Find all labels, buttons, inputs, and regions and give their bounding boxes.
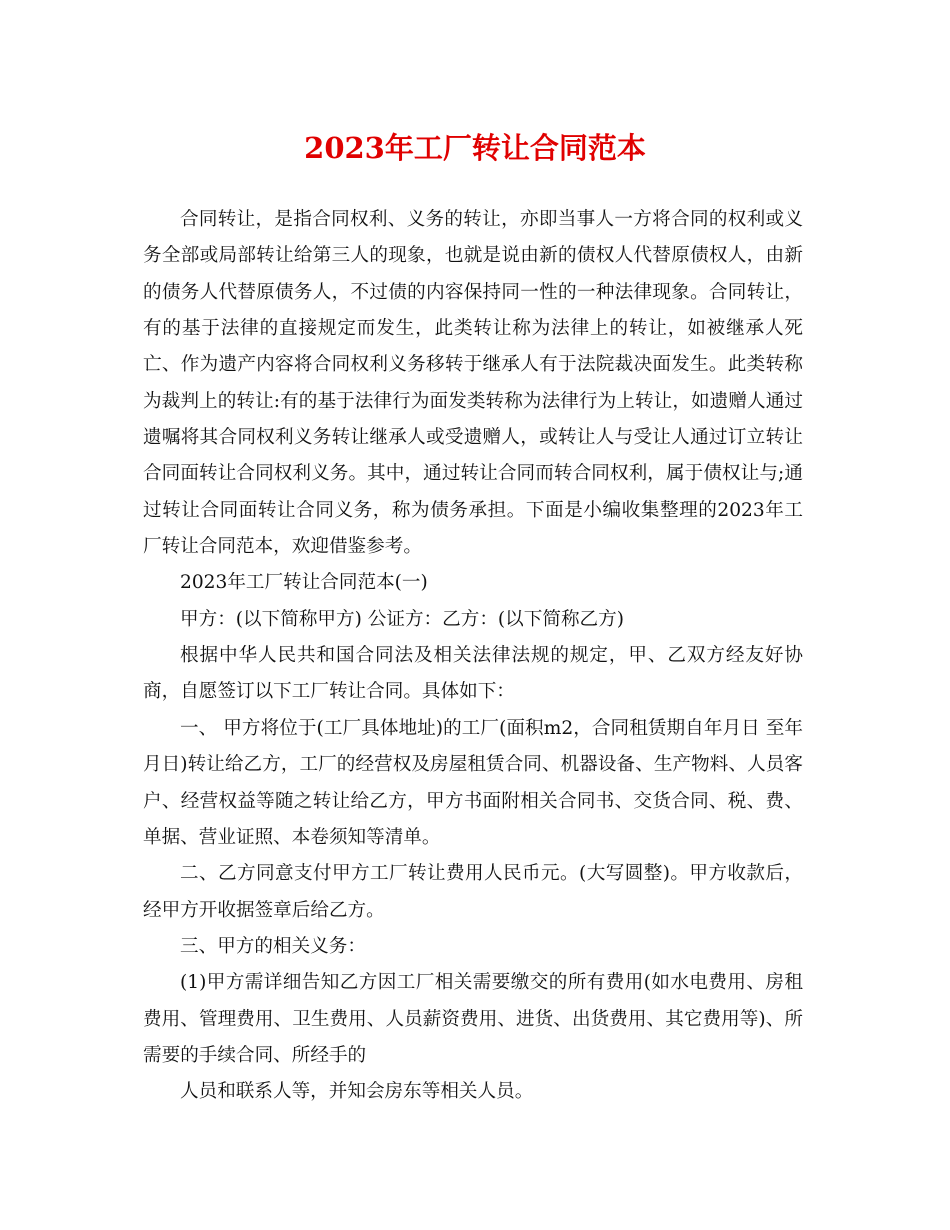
document-title: 2023年工厂转让合同范本 [304,131,646,165]
paragraph-preamble: 根据中华人民共和国合同法及相关法律法规的规定，甲、乙双方经友好协商，自愿签订以下工厂转让合同。具体如下： [143,645,803,703]
paragraph-clause-3-item-1: (1)甲方需详细告知乙方因工厂相关需要缴交的所有费用(如水电费用、房租费用、管理费用、卫生费用、人员薪资费用、进货、出货费用、其它费用等)、所需要的手续合同、所经手的 [143,972,803,1066]
paragraph-intro: 合同转让，是指合同权利、义务的转让，亦即当事人一方将合同的权利或义务全部或局部转让给第三人的现象，也就是说由新的债权人代替原债权人，由新的债务人代替原债务人，不过债的内容保持同一性的一种法律现象。合同转让，有的基于法律的直接规定而发生，此类转让称为法律上的转让，如被继承人死亡、作为遗产内容将合同权利义务移转于继承人有于法院裁决面发生。此类转称为裁判上的转让:有的基于法律行为面发类转称为法律行为上转让，如遗赠人通过遗嘱将其合同权利义务转让继承人或受遗赠人，或转让人与受让人通过订立转让合同面转让合同权利义务。其中，通过转让合同而转合同权利，属于债权让与;通过转让合同面转让合同义务，称为债务承担。下面是小编收集整理的2023年工厂转让合同范本，欢迎借鉴参考。 [143,209,803,558]
paragraph-clause-3-item-1-cont: 人员和联系人等，并知会房东等相关人员。 [180,1081,534,1103]
paragraph-clause-3-heading: 三、甲方的相关义务： [180,935,366,957]
paragraph-clause-1: 一、 甲方将位于(工厂具体地址)的工厂(面积m2，合同租赁期自年月日 至年月日)转让给乙方，工厂的经营权及房屋租赁合同、机器设备、生产物料、人员客户、经营权益等随之转让给乙方，甲方书面附相关合同书、交货合同、税、费、单据、营业证照、本卷须知等清单。 [143,717,803,848]
paragraph-clause-2: 二、乙方同意支付甲方工厂转让费用人民币元。(大写圆整)。甲方收款后，经甲方开收据签章后给乙方。 [143,863,803,921]
paragraph-parties: 甲方：(以下简称甲方) 公证方：乙方：(以下简称乙方) [180,608,624,630]
document-body [143,202,803,1111]
paragraph-section-heading: 2023年工厂转让合同范本(一) [180,572,428,594]
